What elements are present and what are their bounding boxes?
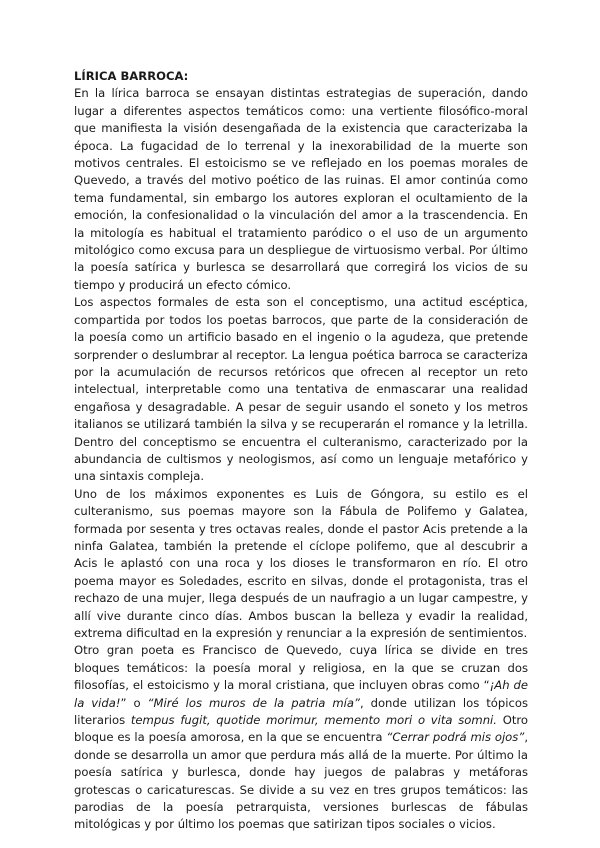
body-paragraph xyxy=(74,642,528,833)
text-run: ” o xyxy=(120,695,148,710)
text-run: Uno de los máximos exponentes es Luis de Góngora, su estilo es el culteranismo, sus poemas mayore son la Fábula de Polifemo y Galatea, formada por sesenta y tres octavas reales, donde el pastor Acis pretende a la ninfa Galatea, también la pretende el cíclope polifemo, que al descubrir a Acis le aplastó con una roca y los dioses le transformaron en río. El otro poema mayor es Soledades, escrito en silvas, donde el protagonista, tras el rechazo de una mujer, llega después de un naufragio a un lugar campestre, y allí vive durante cinco días. Ambos buscan la belleza y evadir la realidad, extrema dificultad en la expresión y renunciar a la expresión de sentimientos. xyxy=(74,486,528,640)
italic-text-run: “Miré los muros de la patria mía” xyxy=(147,695,360,710)
text-run: En la lírica barroca se ensayan distintas estrategias de superación, dando lugar a diferentes aspectos temáticos como: una vertiente filosófico-moral que manifiesta la visión desengañada de la existencia que caracterizaba la época. La fugacidad de lo terrenal y la inexorabilidad de la muerte son motivos centrales. El estoicismo se ve reflejado en los poemas morales de Quevedo, a través del motivo poético de las ruinas. El amor continúa como tema fundamental, sin embargo los autores exploran el ocultamiento de la emoción, la confesionalidad o la vinculación del amor a la trascendencia. En la mitología es habitual el tratamiento paródico o el uso de un argumento mitológico como excusa para un despliegue de virtuosismo verbal. Por último la poesía satírica y burlesca se desarrollará que corregirá los vicios de su tiempo y producirá un efecto cómico. xyxy=(74,86,528,292)
text-run: , donde se desarrolla un amor que perdura más allá de la muerte. Por último la poesía satírica y burlesca, donde hay juegos de palabras y metáforas grotescas o caricaturescas. Se divide a su vez en tres grupos temáticos: las parodias de la poesía petrarquista, versiones burlescas de fábulas mitológicas y por último los poemas que satirizan tipos sociales o vicios. xyxy=(74,730,529,832)
body-paragraph xyxy=(74,294,528,485)
body-paragraph xyxy=(74,486,528,643)
italic-text-run: tempus fugit, quotide morimur, memento mori o vita somni. xyxy=(130,713,497,728)
body-paragraph xyxy=(74,85,528,294)
text-run: Otro bloque es la poesía amorosa, en la que se encuentra xyxy=(74,713,528,745)
italic-text-run: ¡Ah de la vida! xyxy=(74,678,528,710)
text-run: , donde utilizan los tópicos literarios xyxy=(74,695,528,728)
text-run: Los aspectos formales de esta son el conceptismo, una actitud escéptica, compartida por todos los poetas barrocos, que parte de la consideración de la poesía como un artificio basado en el ingenio o la agudeza, que pretende sorprender o deslumbrar al receptor. La lengua poética barroca se caracteriza por la acumulación de recursos retóricos que ofrecen al receptor un reto intelectual, interpretable como una tentativa de enmascarar una realidad engañosa y desagradable. A pesar de seguir usando el soneto y los metros italianos se utilizará también la silva y se recuperarán el romance y la letrilla. Dentro del conceptismo se encuentra el culteranismo, caracterizado por la abundancia de cultismos y neologismos, así como un lenguaje metafórico y una sintaxis compleja. xyxy=(74,295,528,484)
text-run: Otro gran poeta es Francisco de Quevedo, cuya lírica se divide en tres bloques temáticos: la poesía moral y religiosa, en la que se cruzan dos filosofías, el estoicismo y la moral cristiana, que incluyen obras como “ xyxy=(74,643,528,693)
document-page xyxy=(74,68,528,834)
italic-text-run: “Cerrar podrá mis ojos” xyxy=(386,730,525,745)
document-body xyxy=(74,85,528,833)
document-heading: LÍRICA BARROCA: xyxy=(74,69,189,83)
